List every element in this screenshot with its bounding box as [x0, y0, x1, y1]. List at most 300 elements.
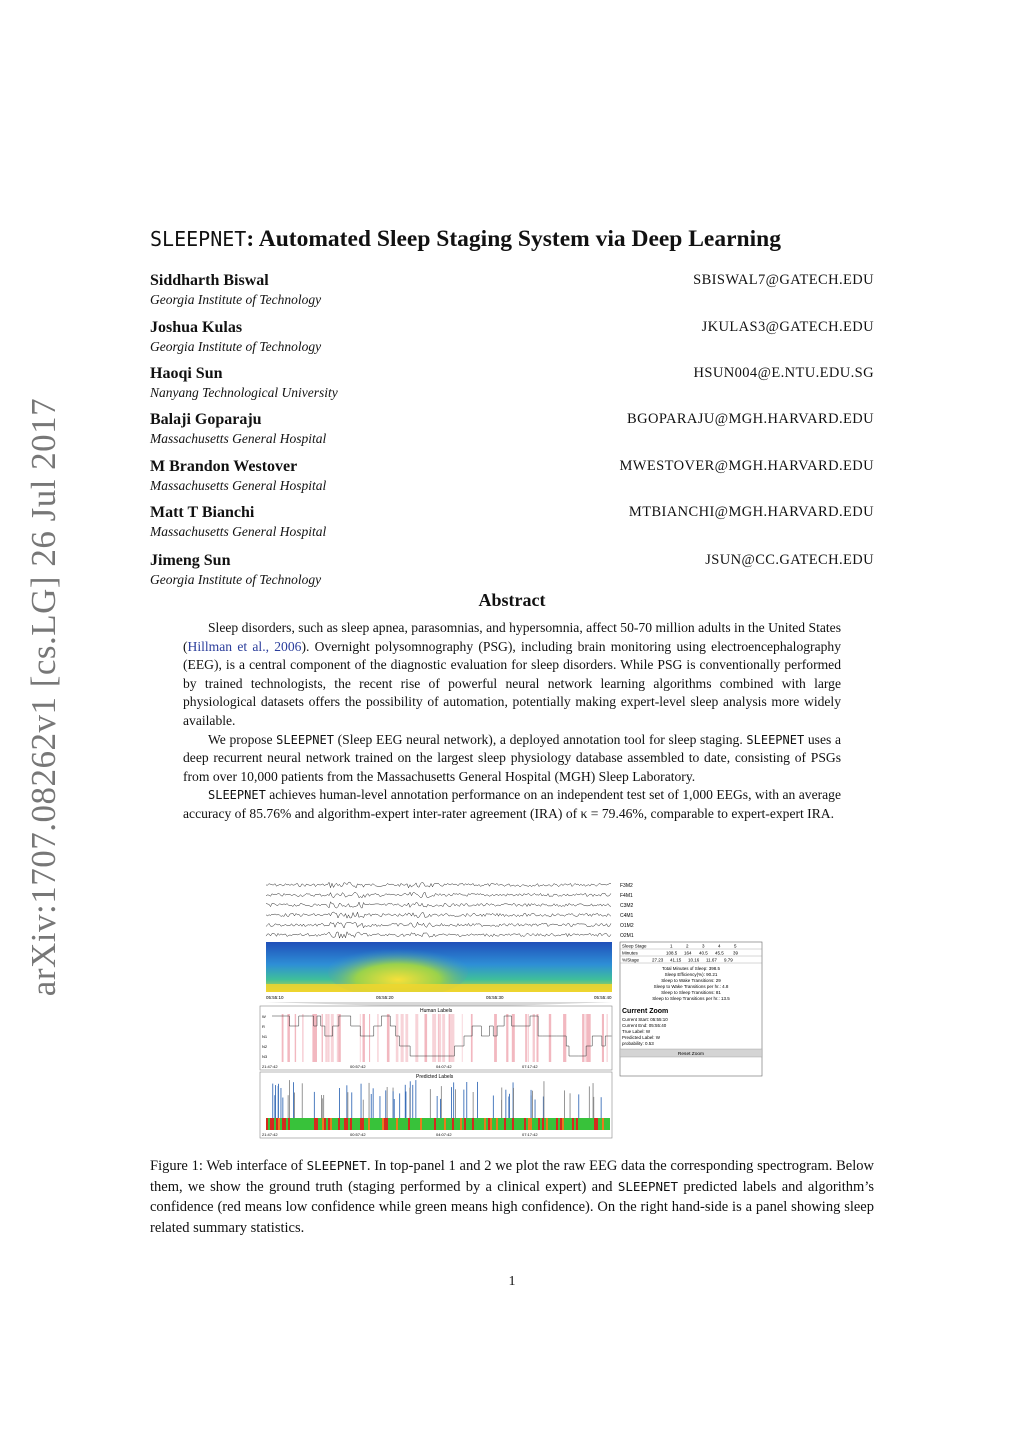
confidence-cell	[342, 1118, 344, 1130]
page-number: 1	[508, 1274, 516, 1289]
confidence-cell	[298, 1118, 300, 1130]
channel-label: C3M2	[620, 903, 634, 909]
confidence-cell	[284, 1118, 286, 1130]
confidence-cell	[598, 1118, 600, 1130]
low-confidence-stripe	[337, 1014, 339, 1062]
confidence-cell	[434, 1118, 436, 1130]
predicted-stage-bar	[314, 1092, 315, 1118]
author-block	[150, 552, 874, 592]
confidence-cell	[532, 1118, 534, 1130]
confidence-cell	[456, 1118, 458, 1130]
low-confidence-stripe	[506, 1014, 508, 1062]
confidence-cell	[328, 1118, 330, 1130]
predicted-stage-bar	[346, 1085, 347, 1118]
spectrogram-time-label: 05:55:10	[266, 995, 284, 1000]
confidence-cell	[486, 1118, 488, 1130]
confidence-cell	[316, 1118, 318, 1130]
confidence-cell	[388, 1118, 390, 1130]
low-confidence-stripe	[494, 1014, 497, 1062]
confidence-cell	[356, 1118, 358, 1130]
summary-line: Sleep to Sleep Transitions: 81	[661, 990, 721, 995]
low-confidence-stripe	[533, 1014, 534, 1062]
low-confidence-stripe	[401, 1014, 404, 1062]
spectrogram-low-band	[266, 984, 612, 992]
confidence-cell	[528, 1118, 530, 1130]
confidence-cell	[576, 1118, 578, 1130]
predicted-stage-bar	[601, 1097, 602, 1118]
eeg-trace	[266, 932, 611, 938]
low-confidence-stripe	[325, 1014, 327, 1062]
confidence-cell	[596, 1118, 598, 1130]
confidence-cell	[436, 1118, 438, 1130]
confidence-cell	[566, 1118, 568, 1130]
confidence-cell	[518, 1118, 520, 1130]
confidence-cell	[494, 1118, 496, 1130]
zoom-line: Predicted Label: W	[622, 1035, 661, 1040]
confidence-cell	[294, 1118, 296, 1130]
predicted-stage-bar	[463, 1090, 464, 1118]
eeg-trace	[266, 892, 611, 898]
confidence-cell	[496, 1118, 498, 1130]
confidence-cell	[354, 1118, 356, 1130]
confidence-cell	[520, 1118, 522, 1130]
confidence-cell	[364, 1118, 366, 1130]
confidence-cell	[542, 1118, 544, 1130]
low-confidence-stripe	[471, 1014, 473, 1062]
stats-cell: 39	[733, 950, 739, 956]
stats-cell: Minutes	[622, 950, 638, 956]
low-confidence-stripe	[369, 1014, 370, 1062]
predicted-stage-bar	[501, 1088, 502, 1119]
stats-cell: 41.15	[670, 957, 682, 963]
confidence-cell	[604, 1118, 606, 1130]
low-confidence-stripe	[442, 1014, 445, 1062]
confidence-cell	[326, 1118, 328, 1130]
predicted-stage-bar	[351, 1092, 352, 1118]
low-confidence-stripe	[587, 1014, 590, 1062]
confidence-cell	[314, 1118, 316, 1130]
predicted-stage-bar	[593, 1097, 594, 1118]
author-name: Haoqi Sun	[150, 365, 223, 382]
confidence-cell	[270, 1118, 272, 1130]
predicted-stage-bar	[385, 1090, 386, 1118]
low-confidence-stripe	[322, 1014, 323, 1062]
predicted-stage-bar	[532, 1091, 533, 1118]
author-email: JKULAS3@GATECH.EDU	[701, 319, 874, 335]
timeline-label: 07:17:42	[522, 1064, 538, 1069]
predicted-stage-bar	[441, 1086, 442, 1118]
low-confidence-stripe	[602, 1014, 604, 1062]
eeg-trace	[266, 882, 611, 888]
panel-title: Predicted Labels	[416, 1074, 454, 1080]
confidence-cell	[534, 1118, 536, 1130]
confidence-cell	[544, 1118, 546, 1130]
low-confidence-stripe	[302, 1014, 303, 1062]
confidence-cell	[396, 1118, 398, 1130]
confidence-cell	[440, 1118, 442, 1130]
predicted-stage-bar	[535, 1100, 536, 1119]
confidence-cell	[560, 1118, 562, 1130]
confidence-cell	[562, 1118, 564, 1130]
predicted-stage-bar	[473, 1092, 474, 1118]
title-rest: : Automated Sleep Staging System via Deep Learning	[246, 226, 781, 252]
channel-label: F3M2	[620, 883, 633, 889]
confidence-cell	[320, 1118, 322, 1130]
predicted-stage-bar	[363, 1100, 364, 1118]
human-labels-panel[interactable]	[260, 1006, 612, 1070]
predicted-stage-bar	[440, 1099, 441, 1118]
spectrogram-axis	[266, 992, 612, 1000]
zoom-line: probability: 0.53	[622, 1041, 654, 1046]
low-confidence-stripe	[425, 1014, 427, 1062]
confidence-cell	[592, 1118, 594, 1130]
confidence-cell	[334, 1118, 336, 1130]
predicted-stage-bar	[453, 1082, 454, 1118]
reset-zoom-label[interactable]: Reset Zoom	[677, 1052, 705, 1057]
low-confidence-stripe	[362, 1014, 363, 1062]
predicted-stage-bar	[321, 1095, 322, 1118]
title-system-name: SLEEPNET	[150, 227, 247, 251]
confidence-cell	[330, 1118, 332, 1130]
confidence-cell	[602, 1118, 604, 1130]
confidence-cell	[476, 1118, 478, 1130]
confidence-cell	[450, 1118, 452, 1130]
author-email: SBISWAL7@GATECH.EDU	[693, 272, 874, 288]
abstract-text: We propose	[208, 731, 277, 747]
predicted-stage-bar	[339, 1088, 340, 1118]
citation-link[interactable]: Hillman et al., 2006	[187, 638, 302, 654]
confidence-cell	[554, 1118, 556, 1130]
confidence-cell	[582, 1118, 584, 1130]
stats-cell: 108.5	[666, 950, 678, 956]
confidence-cell	[548, 1118, 550, 1130]
channel-label: C4M1	[620, 913, 634, 919]
predicted-stage-bar	[466, 1082, 467, 1118]
author-block	[150, 458, 874, 498]
confidence-cell	[346, 1118, 348, 1130]
predicted-stage-bar	[393, 1091, 394, 1118]
stats-header-cell: 1	[670, 943, 673, 949]
confidence-cell	[358, 1118, 360, 1130]
author-affiliation: Massachusetts General Hospital	[150, 478, 327, 493]
confidence-cell	[276, 1118, 278, 1130]
confidence-cell	[266, 1118, 268, 1130]
predicted-stage-bar	[282, 1098, 283, 1119]
predicted-stage-bar	[387, 1087, 388, 1118]
figure-1	[258, 880, 764, 1142]
low-confidence-stripe	[462, 1014, 463, 1062]
confidence-cell	[340, 1118, 342, 1130]
abstract-text: Sleep disorders, such as sleep apnea, parasomnias, and hypersomnia, affect 50-70 million adults in the United States (	[183, 620, 841, 654]
confidence-cell	[600, 1118, 602, 1130]
low-confidence-stripe	[328, 1014, 330, 1062]
stats-cell: 27.23	[652, 957, 664, 963]
confidence-cell	[278, 1118, 280, 1130]
timeline-label: 21:47:42	[262, 1132, 278, 1137]
confidence-cell	[444, 1118, 446, 1130]
confidence-cell	[574, 1118, 576, 1130]
zoom-title: Current Zoom	[622, 1008, 669, 1015]
confidence-cell	[550, 1118, 552, 1130]
author-block	[150, 365, 874, 405]
spectrogram-time-label: 05:55:20	[376, 995, 394, 1000]
predicted-stage-bar	[373, 1088, 374, 1118]
predicted-stage-bar	[369, 1083, 370, 1118]
confidence-cell	[392, 1118, 394, 1130]
low-confidence-stripe	[549, 1014, 551, 1062]
stats-cell: 10.16	[688, 957, 700, 963]
confidence-cell	[292, 1118, 294, 1130]
abstract-body	[183, 619, 841, 824]
confidence-cell	[280, 1118, 282, 1130]
summary-line: Sleep to Wake Transitions: 29	[661, 978, 721, 983]
confidence-cell	[608, 1118, 610, 1130]
stats-header-cell: 3	[702, 943, 705, 949]
predicted-labels-panel[interactable]	[260, 1072, 612, 1138]
author-name: M Brandon Westover	[150, 458, 298, 475]
confidence-cell	[470, 1118, 472, 1130]
author-affiliation: Nanyang Technological University	[150, 385, 338, 400]
predicted-stage-bar	[430, 1089, 431, 1118]
paper-title	[150, 226, 874, 253]
author-block	[150, 319, 874, 359]
confidence-cell	[414, 1118, 416, 1130]
arxiv-identifier	[22, 397, 66, 997]
predicted-stage-bar	[380, 1096, 381, 1118]
summary-line: Total Minutes of Sleep: 398.5	[661, 966, 721, 971]
confidence-cell	[472, 1118, 474, 1130]
predicted-stage-bar	[347, 1092, 348, 1118]
confidence-cell	[402, 1118, 404, 1130]
confidence-cell	[408, 1118, 410, 1130]
confidence-cell	[368, 1118, 370, 1130]
low-confidence-stripe	[582, 1014, 584, 1062]
author-email: JSUN@CC.GATECH.EDU	[705, 552, 874, 568]
summary-line: Sleep to Wake Transitions per hr.: 4.8	[653, 984, 729, 989]
low-confidence-stripe	[363, 1014, 365, 1062]
predicted-stage-bar	[275, 1085, 276, 1118]
author-email: HSUN004@E.NTU.EDU.SG	[693, 365, 874, 381]
predicted-stage-bar	[477, 1082, 478, 1118]
abstract-text: achieves human-level annotation performance on an independent test set of 1,000 EEGs, with an average accuracy of 85.76% and algorithm-expert inter-rater agreement (IRA) of κ = 79.46%, comparable to expert-expert IRA.	[183, 787, 841, 821]
confidence-cell	[512, 1118, 514, 1130]
confidence-cell	[492, 1118, 494, 1130]
predicted-stage-bar	[288, 1095, 289, 1118]
confidence-cell	[366, 1118, 368, 1130]
author-email: MWESTOVER@MGH.HARVARD.EDU	[619, 458, 874, 474]
confidence-cell	[312, 1118, 314, 1130]
confidence-cell	[308, 1118, 310, 1130]
confidence-cell	[438, 1118, 440, 1130]
confidence-cell	[468, 1118, 470, 1130]
confidence-cell	[502, 1118, 504, 1130]
stats-cell: 45.5	[715, 950, 724, 956]
reset-zoom-button[interactable]	[620, 1049, 762, 1057]
confidence-cell	[360, 1118, 362, 1130]
eeg-trace	[266, 902, 611, 908]
stats-cell: 9.79	[724, 957, 733, 963]
timeline-label: 04:07:42	[436, 1132, 452, 1137]
spectrogram-time-label: 05:55:30	[486, 995, 504, 1000]
confidence-strip	[266, 1118, 610, 1130]
confidence-cell	[460, 1118, 462, 1130]
confidence-cell	[394, 1118, 396, 1130]
timeline-label: 21:47:42	[262, 1064, 278, 1069]
zoom-line: True Label: W	[622, 1029, 651, 1034]
predicted-stage-bar	[513, 1088, 514, 1118]
confidence-cell	[406, 1118, 408, 1130]
stats-header-cell: Sleep Stage	[622, 943, 647, 949]
predicted-stage-bar	[302, 1083, 303, 1118]
confidence-cell	[588, 1118, 590, 1130]
confidence-cell	[488, 1118, 490, 1130]
author-email: MTBIANCHI@MGH.HARVARD.EDU	[628, 504, 874, 520]
predicted-stage-bar	[451, 1087, 452, 1118]
confidence-cell	[400, 1118, 402, 1130]
author-name: Balaji Goparaju	[150, 411, 262, 428]
confidence-cell	[416, 1118, 418, 1130]
predicted-stage-bar	[415, 1080, 416, 1118]
confidence-cell	[522, 1118, 524, 1130]
predicted-stage-bar	[437, 1096, 438, 1118]
timeline-label: 00:57:42	[350, 1132, 366, 1137]
confidence-cell	[332, 1118, 334, 1130]
sleepnet-interface-figure	[258, 880, 764, 1142]
summary-line: Sleep Efficiency(%): 90.21	[664, 972, 718, 977]
confidence-cell	[272, 1118, 274, 1130]
confidence-cell	[344, 1118, 346, 1130]
caption-text: . In top-panel 1 and 2 we plot the raw EEG data the corresponding spectrogram. Below them, we show the ground truth (staging performed by a clinical expert) and	[150, 1158, 874, 1195]
low-confidence-stripe	[439, 1014, 442, 1062]
abstract-heading: Abstract	[478, 590, 546, 610]
predicted-stage-bar	[289, 1080, 290, 1118]
confidence-cell	[546, 1118, 548, 1130]
confidence-cell	[504, 1118, 506, 1130]
panel-title: Human Labels	[420, 1008, 453, 1014]
author-affiliation: Massachusetts General Hospital	[150, 431, 327, 446]
confidence-cell	[480, 1118, 482, 1130]
low-confidence-stripe	[396, 1014, 399, 1062]
confidence-cell	[442, 1118, 444, 1130]
system-name: SLEEPNET	[276, 732, 334, 747]
low-confidence-stripe	[525, 1014, 527, 1062]
confidence-cell	[556, 1118, 558, 1130]
author-name: Siddharth Biswal	[150, 272, 269, 289]
stats-header-cell: 2	[686, 943, 689, 949]
stage-label: N3	[262, 1054, 268, 1059]
confidence-cell	[446, 1118, 448, 1130]
confidence-cell	[484, 1118, 486, 1130]
confidence-cell	[606, 1118, 608, 1130]
author-name: Jimeng Sun	[150, 552, 231, 569]
predicted-stage-bar	[578, 1094, 579, 1118]
caption-text: predicted labels and algorithm’s confidence (red means low confidence while green means high confidence). On the right hand-side is a panel showing sleep related summary statistics.	[150, 1178, 874, 1236]
low-confidence-stripe	[434, 1014, 436, 1062]
confidence-cell	[422, 1118, 424, 1130]
confidence-cell	[586, 1118, 588, 1130]
stats-cell: %/Stage	[622, 957, 640, 963]
confidence-cell	[448, 1118, 450, 1130]
predicted-stage-bar	[505, 1090, 506, 1118]
confidence-cell	[552, 1118, 554, 1130]
confidence-cell	[454, 1118, 456, 1130]
confidence-cell	[578, 1118, 580, 1130]
predicted-stage-bar	[361, 1084, 362, 1118]
author-affiliation: Massachusetts General Hospital	[150, 524, 327, 539]
confidence-cell	[538, 1118, 540, 1130]
confidence-cell	[466, 1118, 468, 1130]
predicted-stage-bar	[509, 1094, 510, 1118]
low-confidence-stripe	[405, 1014, 408, 1062]
predicted-stage-bar	[399, 1093, 400, 1118]
spectrogram-panel[interactable]	[266, 942, 612, 1000]
confidence-cell	[268, 1118, 270, 1130]
author-block	[150, 504, 874, 544]
stage-label: W	[262, 1014, 266, 1019]
confidence-cell	[380, 1118, 382, 1130]
predicted-stage-bar	[294, 1093, 295, 1119]
confidence-cell	[568, 1118, 570, 1130]
confidence-cell	[570, 1118, 572, 1130]
predicted-stage-bar	[323, 1095, 324, 1118]
confidence-cell	[350, 1118, 352, 1130]
predicted-stage-bar	[409, 1088, 410, 1118]
confidence-cell	[404, 1118, 406, 1130]
predicted-stage-bar	[272, 1084, 273, 1118]
confidence-cell	[558, 1118, 560, 1130]
channel-label: O1M2	[620, 923, 634, 929]
confidence-cell	[584, 1118, 586, 1130]
predicted-stage-bar	[570, 1093, 571, 1118]
confidence-cell	[352, 1118, 354, 1130]
abstract-paragraph	[183, 619, 841, 731]
abstract-paragraph	[183, 786, 841, 823]
confidence-cell	[412, 1118, 414, 1130]
channel-label: F4M1	[620, 893, 633, 899]
confidence-cell	[318, 1118, 320, 1130]
system-name: SLEEPNET	[746, 732, 805, 747]
stage-label: N2	[262, 1044, 268, 1049]
confidence-cell	[506, 1118, 508, 1130]
confidence-cell	[580, 1118, 582, 1130]
low-confidence-stripe	[415, 1014, 418, 1062]
confidence-cell	[536, 1118, 538, 1130]
author-affiliation: Georgia Institute of Technology	[150, 339, 322, 354]
confidence-cell	[398, 1118, 400, 1130]
low-confidence-stripe	[512, 1014, 515, 1062]
confidence-cell	[282, 1118, 284, 1130]
author-block	[150, 272, 874, 312]
predicted-stage-bar	[293, 1082, 294, 1118]
system-name: SLEEPNET	[208, 788, 266, 803]
confidence-cell	[296, 1118, 298, 1130]
confidence-cell	[372, 1118, 374, 1130]
confidence-cell	[572, 1118, 574, 1130]
confidence-cell	[452, 1118, 454, 1130]
confidence-cell	[302, 1118, 304, 1130]
confidence-cell	[390, 1118, 392, 1130]
eeg-traces-panel[interactable]	[266, 882, 611, 938]
stats-header-cell: 5	[734, 943, 737, 949]
zoom-line: Current End: 05:55:40	[622, 1023, 667, 1028]
low-confidence-stripe	[563, 1014, 566, 1062]
confidence-cell	[478, 1118, 480, 1130]
predicted-stage-bar	[394, 1099, 395, 1118]
summary-statistics-panel	[620, 942, 762, 1076]
confidence-cell	[590, 1118, 592, 1130]
confidence-cell	[430, 1118, 432, 1130]
low-confidence-stripe	[282, 1014, 284, 1062]
